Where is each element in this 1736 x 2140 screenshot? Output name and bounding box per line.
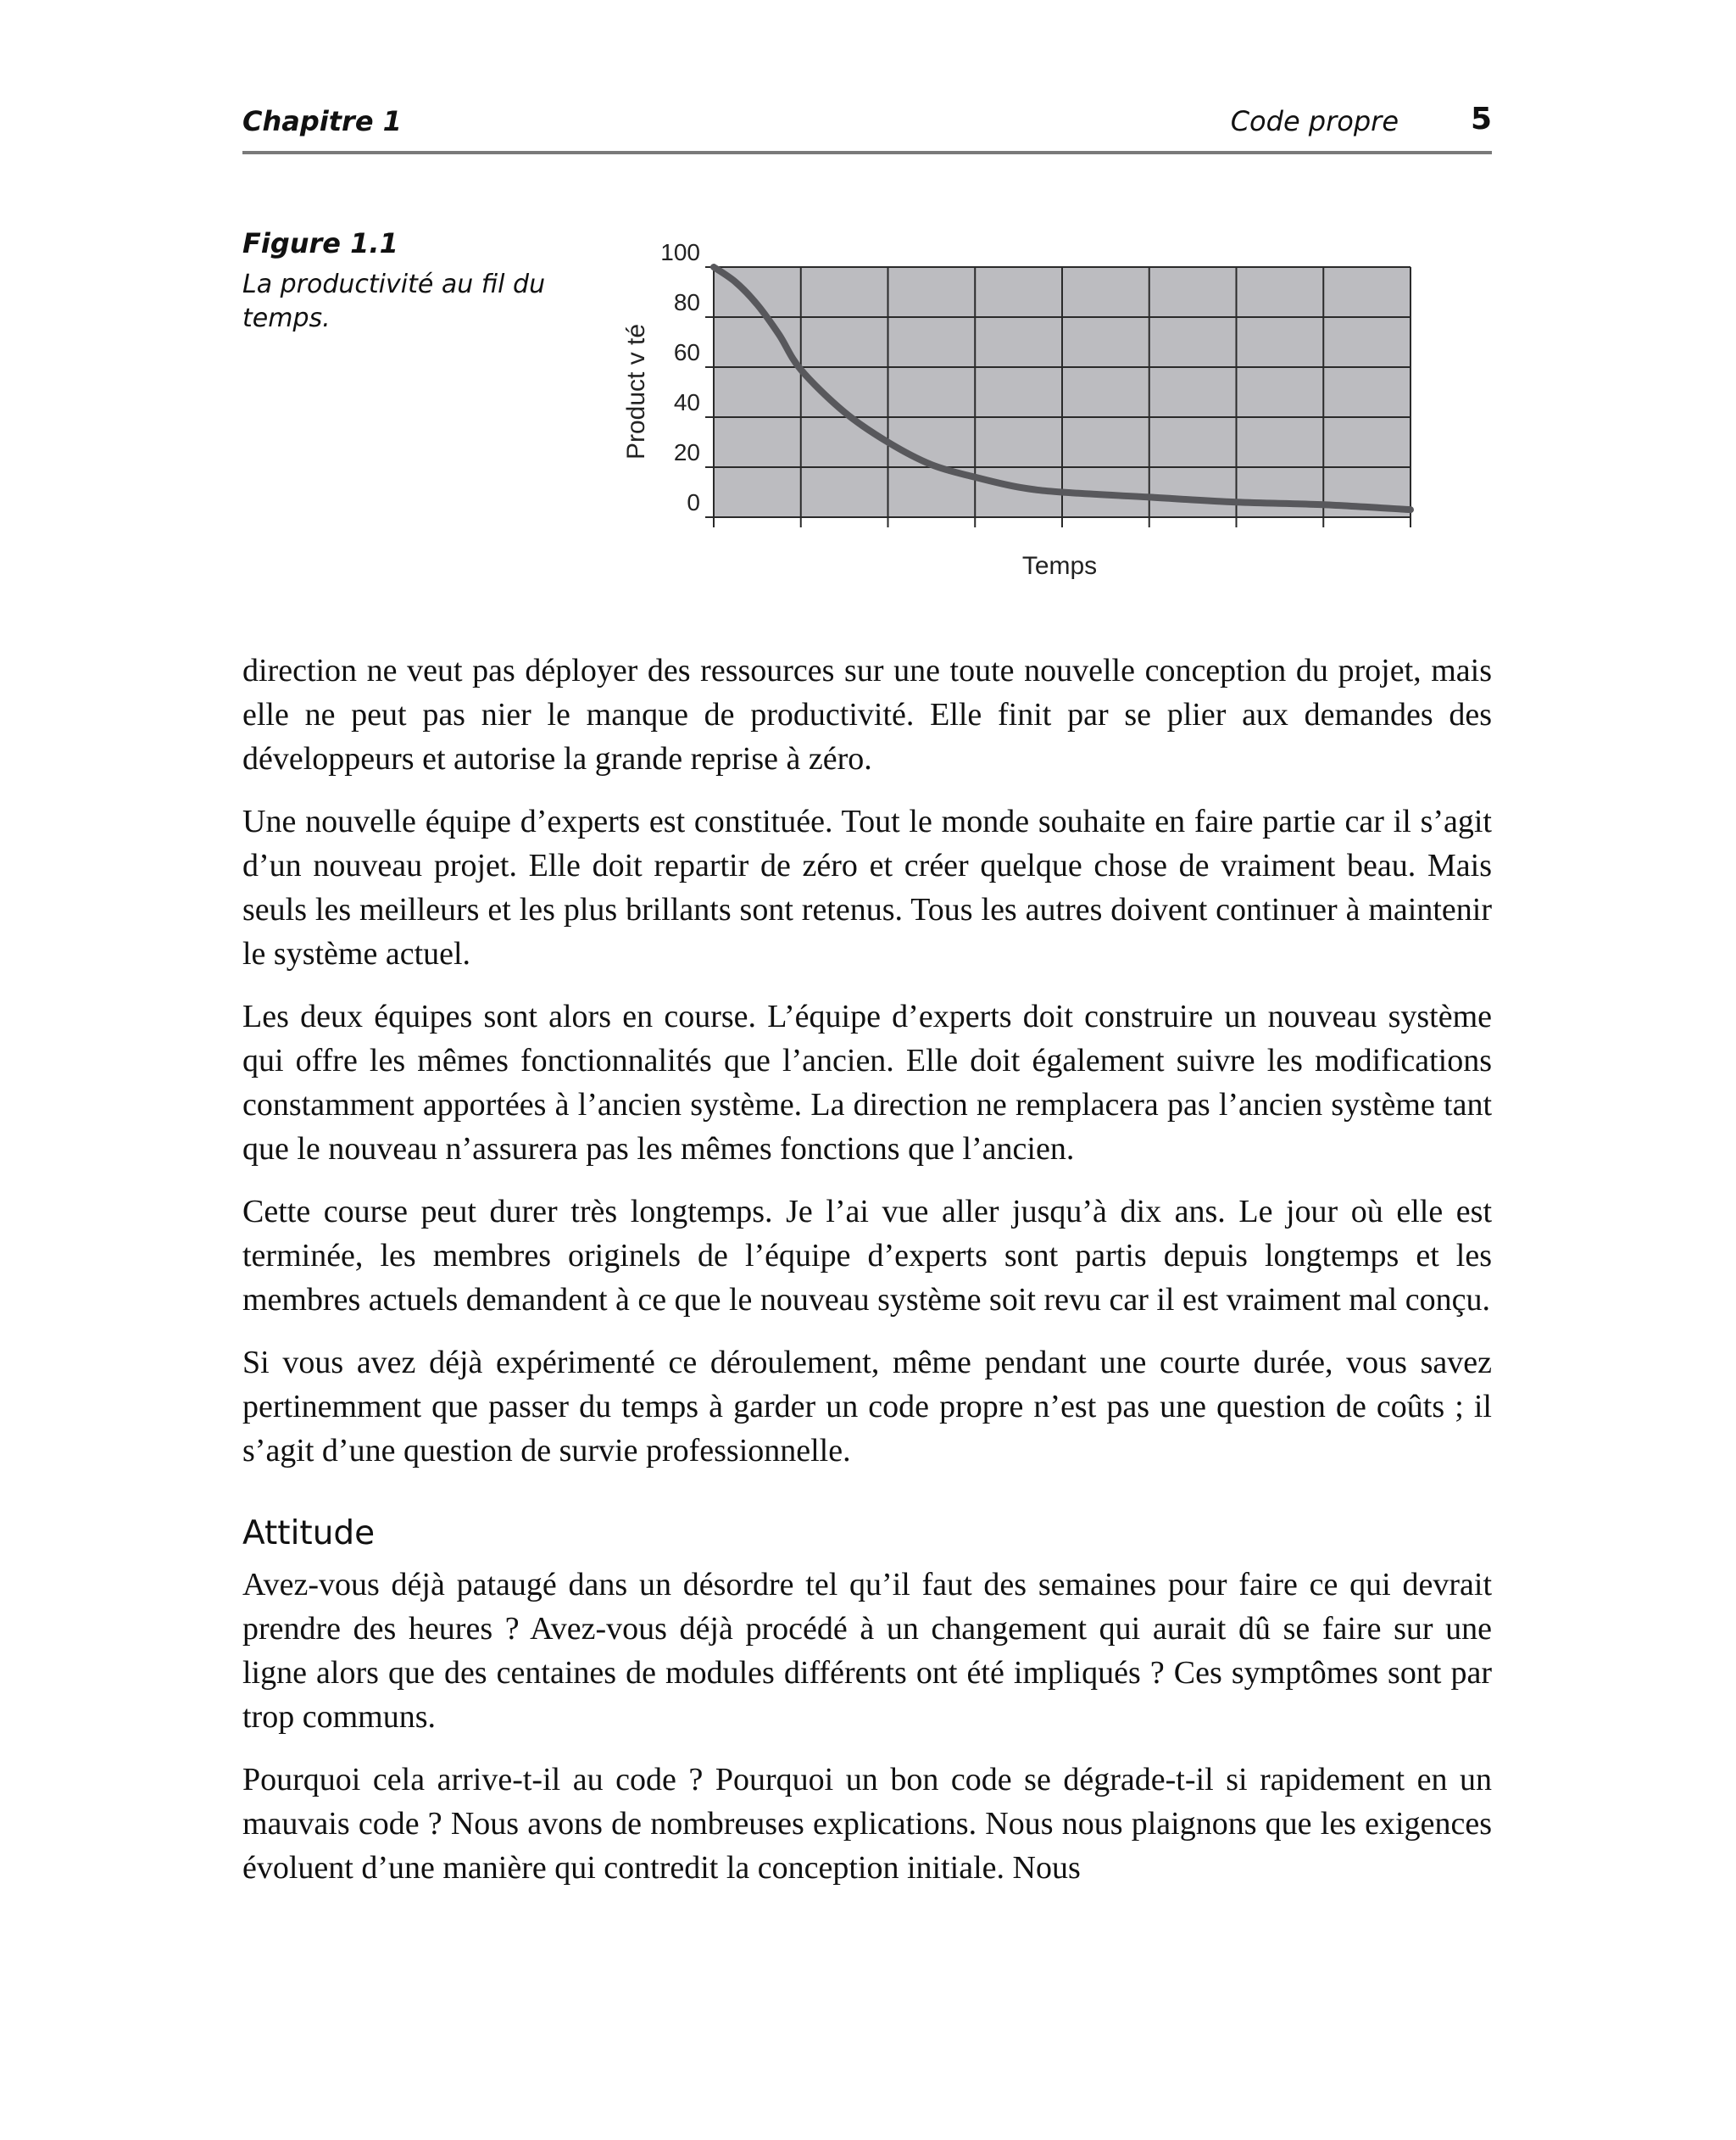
- y-tick-label: 100: [660, 239, 700, 265]
- paragraph-1: direction ne veut pas déployer des ressources sur une toute nouvelle conception du projet, mais elle ne peut pas nier le manque de productivité. Elle finit par se plier aux demandes des développeurs et autorise la grande reprise à zéro.: [242, 653, 1492, 777]
- x-axis-label: Temps: [1021, 552, 1098, 580]
- chapter-label: Chapitre 1: [242, 105, 402, 137]
- paragraph-7: Pourquoi cela arrive-t-il au code ? Pourquoi un bon code se dégrade-t-il si rapidement en un mauvais code ? Nous avons de nombreuses explications. Nous nous plaignons que les exigences évoluent d’une manière qui contredit la conception initiale. Nous: [242, 1762, 1492, 1886]
- figure-caption: [242, 227, 548, 336]
- running-head: [242, 100, 1492, 154]
- figure-label: Figure 1.1: [242, 227, 398, 259]
- y-tick-label: 40: [673, 389, 700, 415]
- section-heading: Attitude: [242, 1514, 376, 1552]
- y-tick-label: 60: [673, 339, 700, 365]
- y-tick-label: 0: [687, 489, 700, 515]
- y-axis-label: Product v té: [622, 323, 650, 460]
- paragraph-6: Avez-vous déjà pataugé dans un désordre tel qu’il faut des semaines pour faire ce qui devrait prendre des heures ? Avez-vous déjà procédé à un changement qui aurait dû se faire sur une ligne alors que des centaines de modules différents ont été impliqués ? Ces symptômes sont par trop communs.: [242, 1567, 1492, 1735]
- paragraph-5: Si vous avez déjà expérimenté ce déroulement, même pendant une courte durée, vous savez pertinemment que passer du temps à garder un code propre n’est pas une question de coûts ; il s’agit d’une question de survie professionnelle.: [242, 1345, 1492, 1468]
- productivity-chart: [610, 229, 1441, 602]
- y-tick-label: 80: [673, 289, 700, 315]
- figure-description: La productivité au fil du temps.: [242, 270, 546, 333]
- paragraph-4: Cette course peut durer très longtemps. Je l’ai vue aller jusqu’à dix ans. Le jour où elle est terminée, les membres originels de l’équipe d’experts sont partis depuis longtemps et les membres actuels demandent à ce que le nouveau système soit revu car il est vraiment mal conçu.: [242, 1194, 1492, 1318]
- paragraph-3: Les deux équipes sont alors en course. L’équipe d’experts doit construire un nouveau système qui offre les mêmes fonctionnalités que l’ancien. Elle doit également suivre les modifications constamment apportées à l’ancien système. La direction ne remplacera pas l’ancien système tant que le nouveau n’assurera pas les mêmes fonctions que l’ancien.: [242, 999, 1492, 1167]
- paragraph-2: Une nouvelle équipe d’experts est constituée. Tout le monde souhaite en faire partie car il s’agit d’un nouveau projet. Elle doit repartir de zéro et créer quelque chose de vraiment beau. Mais seuls les meilleurs et les plus brillants sont retenus. Tous les autres doivent continuer à maintenir le système actuel.: [242, 804, 1492, 972]
- body-text: [242, 649, 1492, 1909]
- y-tick-label: 20: [673, 439, 700, 465]
- page-number: 5: [1470, 102, 1492, 137]
- chapter-title: Code propre: [1230, 105, 1399, 137]
- y-axis: [660, 239, 700, 515]
